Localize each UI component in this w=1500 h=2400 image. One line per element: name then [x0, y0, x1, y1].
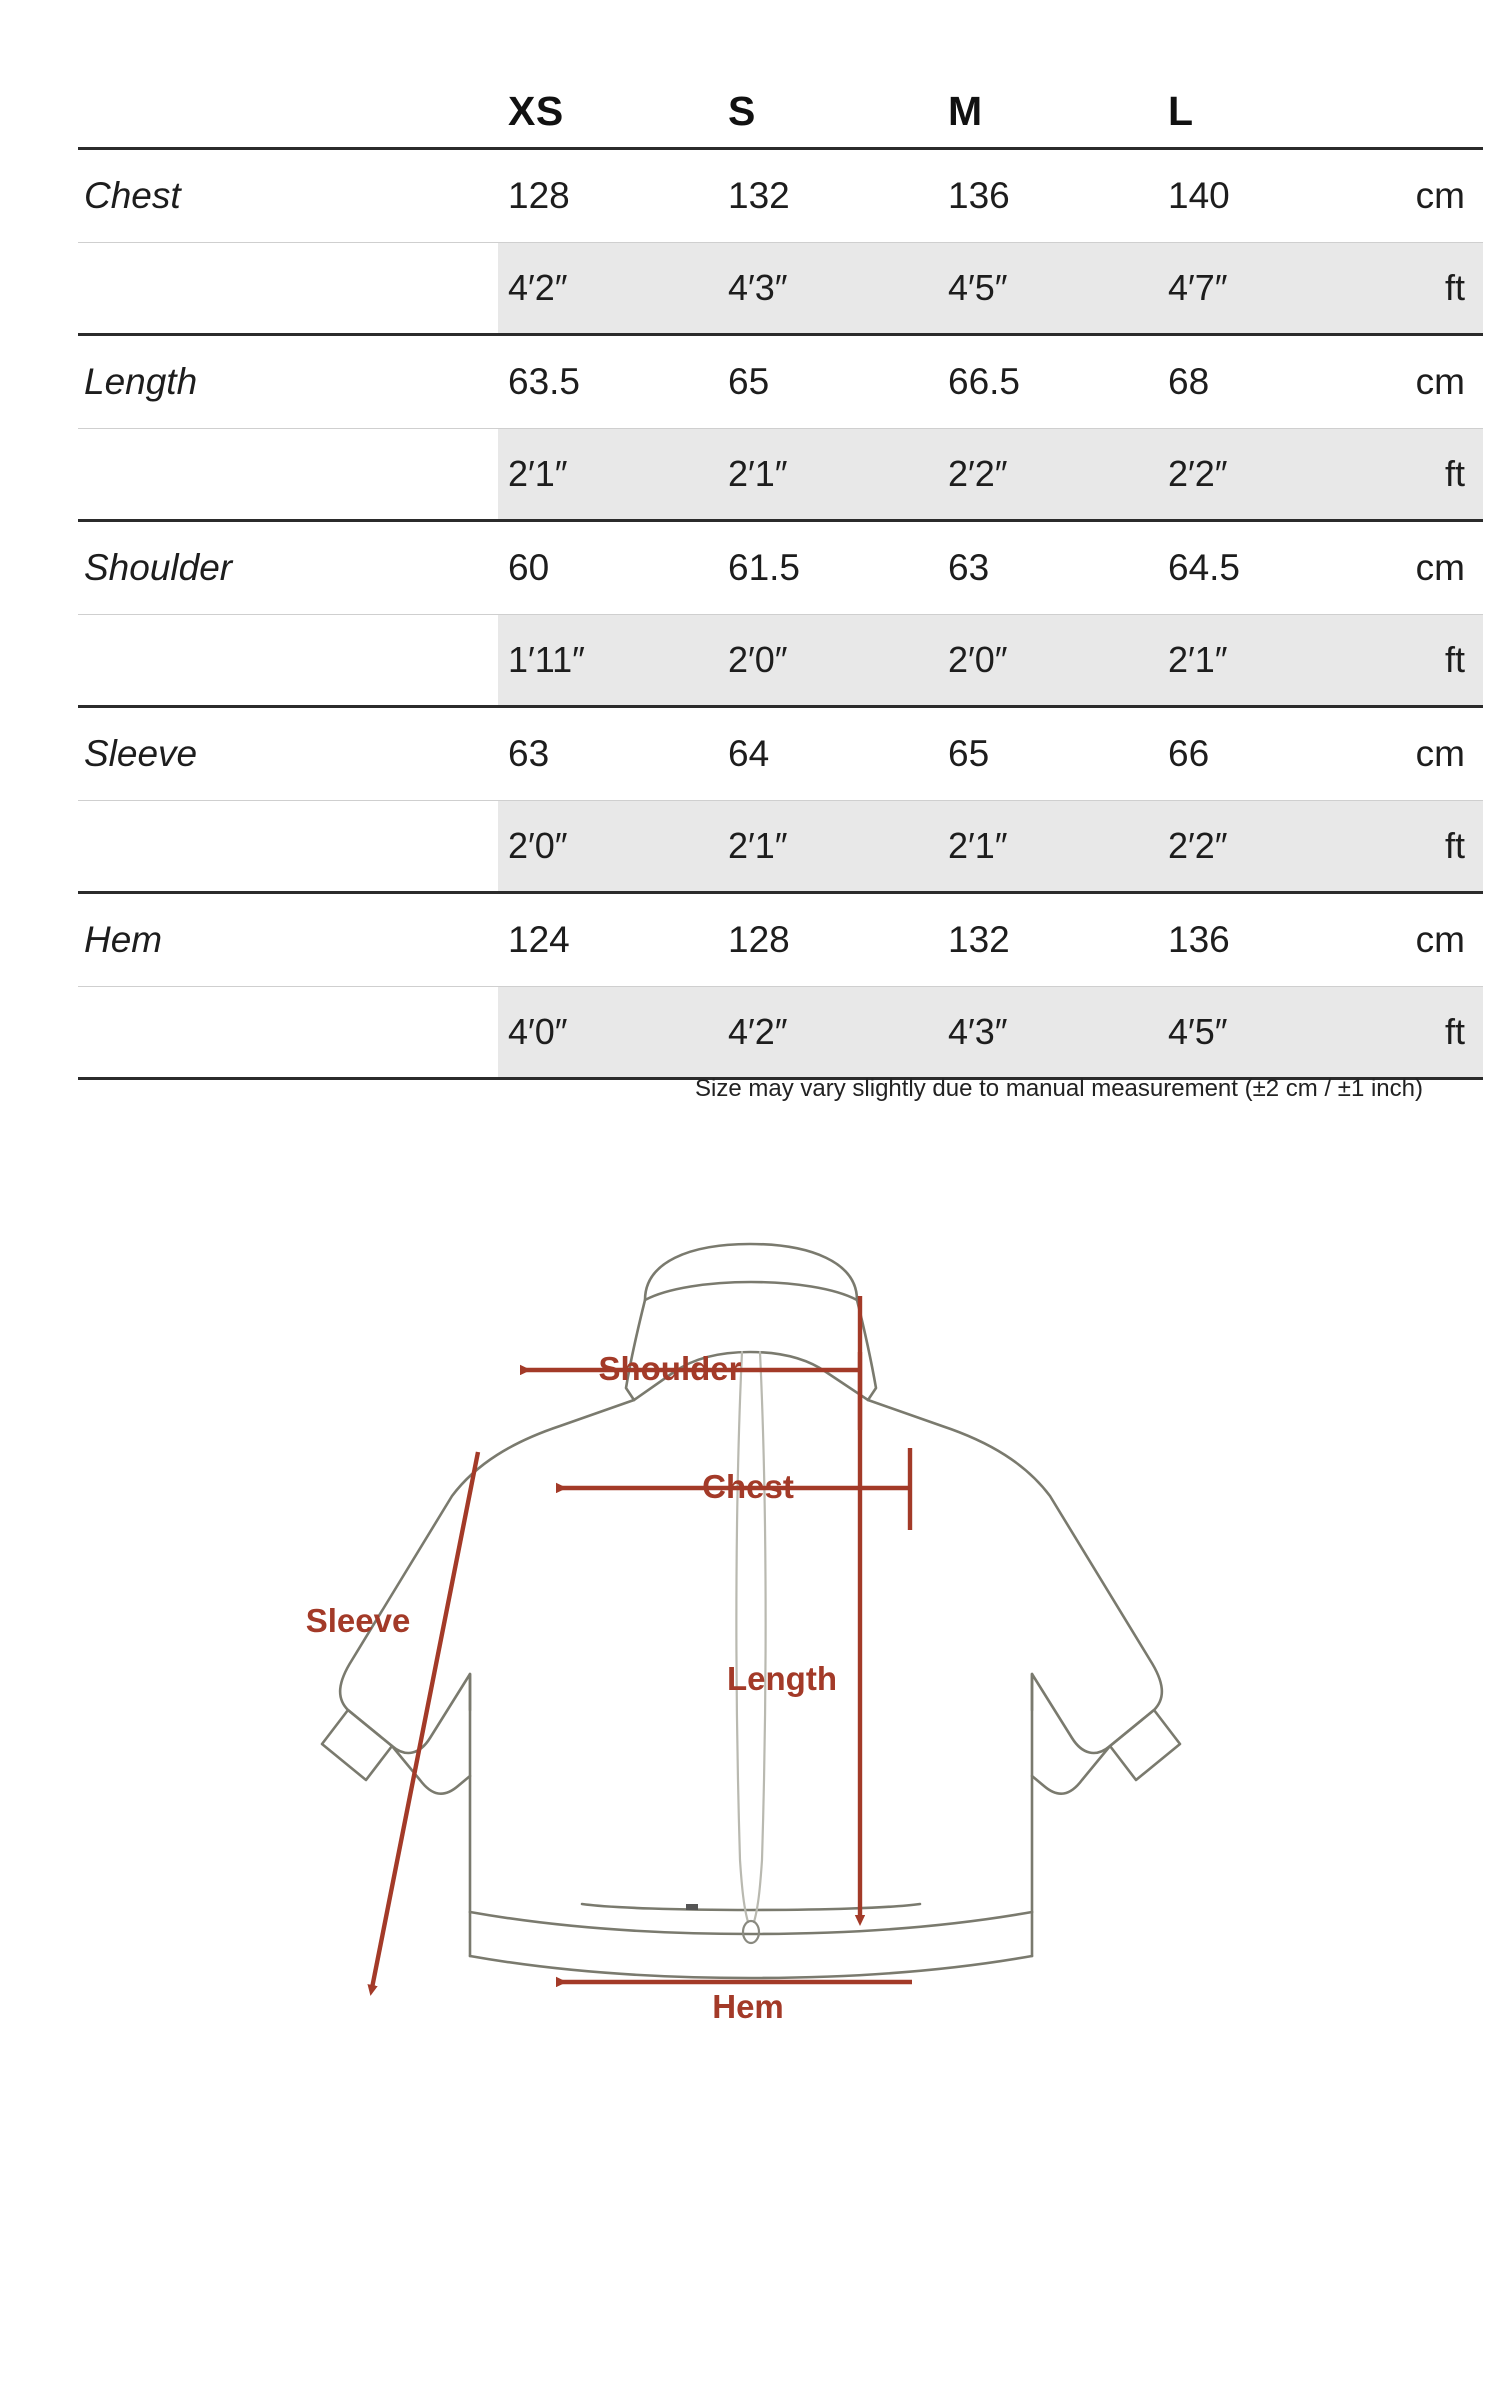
table-row [78, 615, 1483, 707]
cell-sleeve-s-ft: 2′1″ [718, 801, 938, 893]
unit-ft: ft [1378, 987, 1483, 1079]
cell-hem-s-cm: 128 [718, 893, 938, 987]
row-label-hem: Hem [78, 893, 498, 987]
header-size-s: S [728, 88, 756, 134]
row-label-sleeve-ft [78, 801, 498, 893]
cell-length-xs-cm: 63.5 [498, 335, 718, 429]
cell-chest-l-cm: 140 [1158, 149, 1378, 243]
row-label-length-ft [78, 429, 498, 521]
row-label-chest-ft [78, 243, 498, 335]
table-row [78, 801, 1483, 893]
label-shoulder: Shoulder [598, 1350, 742, 1387]
unit-ft: ft [1378, 243, 1483, 335]
table-row [78, 521, 1483, 615]
cell-shoulder-s-cm: 61.5 [718, 521, 938, 615]
size-chart-table-container [78, 40, 1465, 1080]
hoodie-measurement-diagram [0, 1240, 1500, 2380]
unit-ft: ft [1378, 801, 1483, 893]
unit-ft: ft [1378, 429, 1483, 521]
cell-sleeve-m-cm: 65 [938, 707, 1158, 801]
table-row [78, 243, 1483, 335]
cell-length-s-cm: 65 [718, 335, 938, 429]
row-label-shoulder-ft [78, 615, 498, 707]
unit-ft: ft [1378, 615, 1483, 707]
cell-length-xs-ft: 2′1″ [498, 429, 718, 521]
table-row [78, 707, 1483, 801]
cell-hem-xs-cm: 124 [498, 893, 718, 987]
table-row [78, 893, 1483, 987]
size-chart-table [78, 40, 1483, 1080]
table-row [78, 149, 1483, 243]
cell-hem-m-cm: 132 [938, 893, 1158, 987]
label-chest: Chest [702, 1468, 794, 1505]
cell-sleeve-m-ft: 2′1″ [938, 801, 1158, 893]
cell-hem-xs-ft: 4′0″ [498, 987, 718, 1079]
cell-length-m-ft: 2′2″ [938, 429, 1158, 521]
cell-shoulder-xs-ft: 1′11″ [498, 615, 718, 707]
unit-cm: cm [1378, 707, 1483, 801]
cell-chest-xs-ft: 4′2″ [498, 243, 718, 335]
table-row [78, 335, 1483, 429]
cell-shoulder-m-cm: 63 [938, 521, 1158, 615]
row-label-chest: Chest [78, 149, 498, 243]
unit-cm: cm [1378, 893, 1483, 987]
cell-hem-l-ft: 4′5″ [1158, 987, 1378, 1079]
cell-length-m-cm: 66.5 [938, 335, 1158, 429]
cell-chest-l-ft: 4′7″ [1158, 243, 1378, 335]
unit-cm: cm [1378, 521, 1483, 615]
cell-shoulder-m-ft: 2′0″ [938, 615, 1158, 707]
table-header-row [78, 40, 1483, 149]
measure-arrows [372, 1296, 912, 1988]
header-size-l: L [1168, 88, 1194, 134]
header-measurement [78, 40, 498, 149]
measurement-note: Size may vary slightly due to manual measurement (±2 cm / ±1 inch) [695, 1075, 1423, 1102]
cell-length-s-ft: 2′1″ [718, 429, 938, 521]
cell-shoulder-s-ft: 2′0″ [718, 615, 938, 707]
row-label-hem-ft [78, 987, 498, 1079]
cell-sleeve-l-ft: 2′2″ [1158, 801, 1378, 893]
cell-sleeve-xs-cm: 63 [498, 707, 718, 801]
cell-shoulder-l-ft: 2′1″ [1158, 615, 1378, 707]
cell-sleeve-s-cm: 64 [718, 707, 938, 801]
row-label-shoulder: Shoulder [78, 521, 498, 615]
cell-chest-s-ft: 4′3″ [718, 243, 938, 335]
cell-hem-m-ft: 4′3″ [938, 987, 1158, 1079]
row-label-sleeve: Sleeve [78, 707, 498, 801]
label-sleeve: Sleeve [305, 1602, 411, 1639]
cell-hem-l-cm: 136 [1158, 893, 1378, 987]
cell-chest-m-cm: 136 [938, 149, 1158, 243]
table-row [78, 429, 1483, 521]
row-label-length: Length [78, 335, 498, 429]
cell-chest-xs-cm: 128 [498, 149, 718, 243]
header-size-m: M [948, 88, 983, 134]
cell-chest-m-ft: 4′5″ [938, 243, 1158, 335]
table-row [78, 987, 1483, 1079]
garment-outline [322, 1244, 1180, 1978]
cell-hem-s-ft: 4′2″ [718, 987, 938, 1079]
unit-cm: cm [1378, 149, 1483, 243]
cell-length-l-cm: 68 [1158, 335, 1378, 429]
cell-sleeve-xs-ft: 2′0″ [498, 801, 718, 893]
cell-chest-s-cm: 132 [718, 149, 938, 243]
label-hem: Hem [712, 1988, 784, 2025]
cell-shoulder-xs-cm: 60 [498, 521, 718, 615]
unit-cm: cm [1378, 335, 1483, 429]
sleeve-arrow [372, 1452, 478, 1988]
cell-length-l-ft: 2′2″ [1158, 429, 1378, 521]
cell-sleeve-l-cm: 66 [1158, 707, 1378, 801]
header-unit [1378, 40, 1483, 149]
cell-shoulder-l-cm: 64.5 [1158, 521, 1378, 615]
label-length: Length [727, 1660, 837, 1697]
header-size-xs: XS [508, 88, 564, 134]
